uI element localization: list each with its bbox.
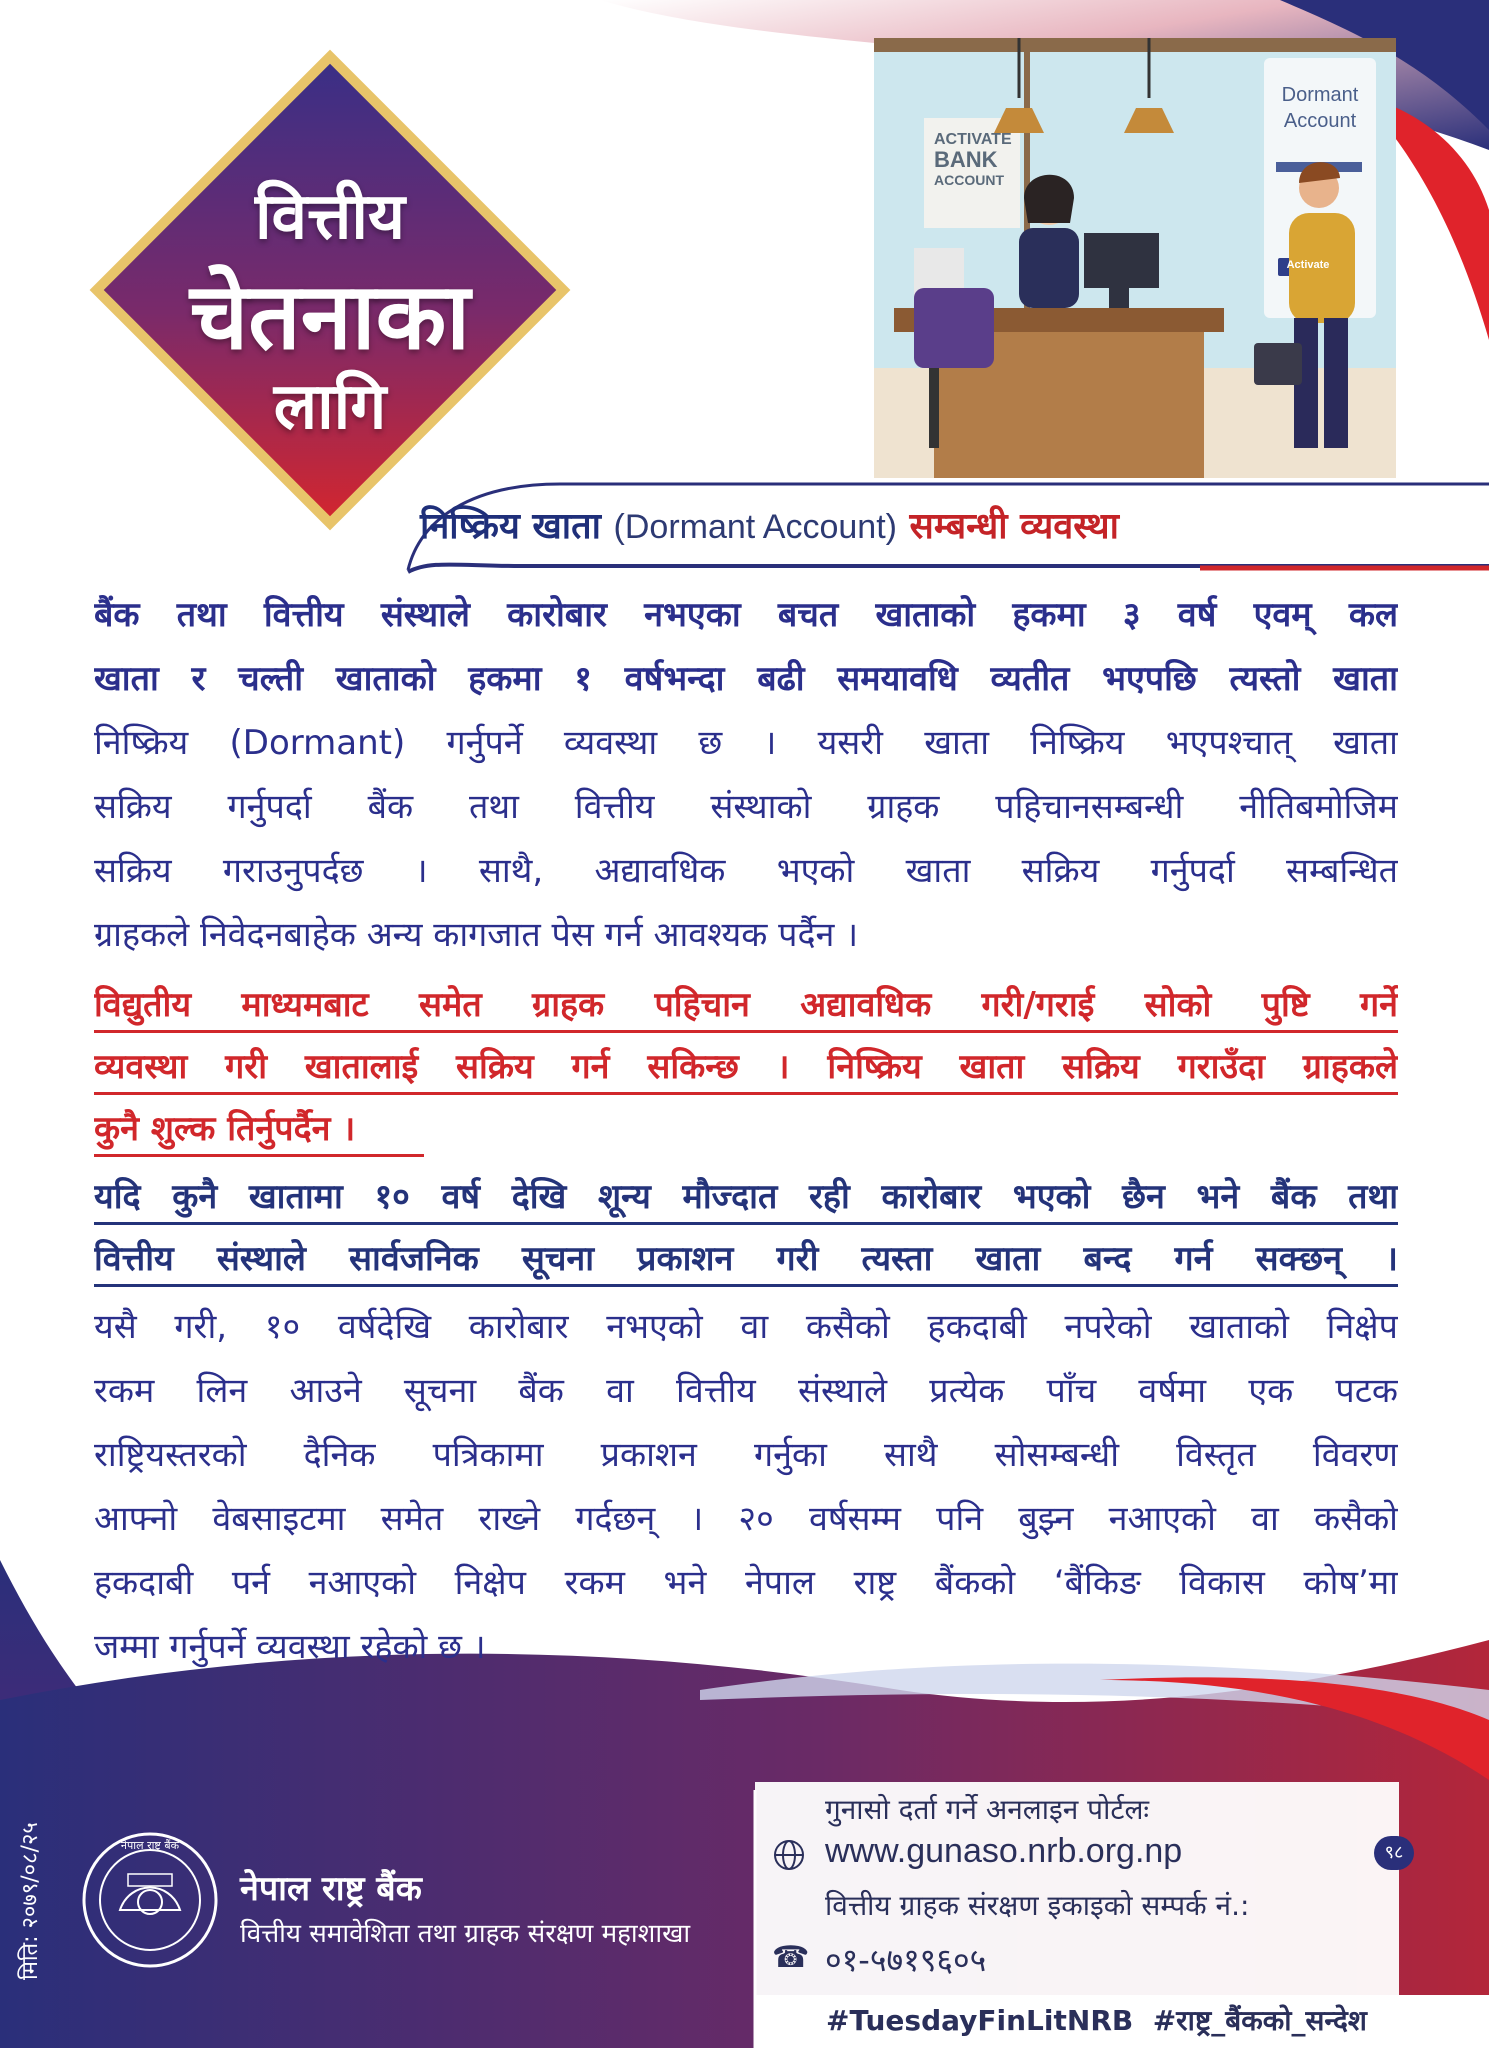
badge-line-1: वित्तीय	[254, 180, 406, 254]
underline	[94, 1092, 1398, 1095]
activate-button-graphic: Activate	[1286, 259, 1330, 271]
bank-counter-illustration	[874, 38, 1396, 478]
paragraph-line: खाता र चल्ती खाताको हकमा १ वर्षभन्दा बढी समयावधि व्यतीत भएपछि त्यस्तो खाता	[94, 659, 1398, 699]
financial-literacy-badge	[100, 60, 560, 520]
paragraph-line: रकम लिन आउने सूचना बैंक वा वित्तीय संस्थाले प्रत्येक पाँच वर्षमा एक पटक	[94, 1371, 1398, 1411]
underline	[94, 1284, 1398, 1287]
paragraph-line: निष्क्रिय (Dormant) गर्नुपर्ने व्यवस्था छ । यसरी खाता निष्क्रिय भएपश्चात् खाता	[94, 723, 1398, 763]
paragraph-line: सक्रिय गर्नुपर्दा बैंक तथा वित्तीय संस्थाको ग्राहक पहिचानसम्बन्धी नीतिबमोजिम	[94, 787, 1398, 827]
paragraph-line: ग्राहकले निवेदनबाहेक अन्य कागजात पेस गर्न आवश्यक पर्दैन ।	[94, 915, 859, 955]
underline	[94, 1030, 1398, 1033]
badge-line-2: चेतनाका	[189, 263, 471, 370]
title-part-3: सम्बन्धी व्यवस्था	[909, 506, 1119, 547]
globe-icon	[772, 1838, 806, 1872]
portal-label: गुनासो दर्ता गर्ने अनलाइन पोर्टलः	[825, 1793, 1150, 1826]
paragraph-line: यसै गरी, १० वर्षदेखि कारोबार नभएको वा कसैको हकदाबी नपरेको खाताको निक्षेप	[94, 1307, 1398, 1347]
paragraph-line: बैंक तथा वित्तीय संस्थाले कारोबार नभएका बचत खाताको हकमा ३ वर्ष एवम् कल	[94, 595, 1398, 635]
paragraph-line: हकदाबी पर्न नआएको निक्षेप रकम भने नेपाल राष्ट्र बैंकको ‘बैंकिङ विकास कोष’मा	[94, 1563, 1398, 1603]
contact-label: वित्तीय ग्राहक संरक्षण इकाइको सम्पर्क नं.:	[825, 1889, 1250, 1922]
portal-url-link[interactable]: www.gunaso.nrb.org.np	[825, 1832, 1183, 1870]
hashtags: #TuesdayFinLitNRB #राष्ट्र_बैंकको_सन्देश	[826, 2004, 1367, 2037]
seal-text: नेपाल राष्ट्र बैंक	[120, 1839, 180, 1852]
paragraph-line: विद्युतीय माध्यमबाट समेत ग्राहक पहिचान अद्यावधिक गरी/गराई सोको पुष्टि गर्ने	[94, 985, 1398, 1025]
activate-sign	[934, 130, 1024, 190]
badge-line-3: लागि	[273, 370, 387, 444]
title-part-1: निष्क्रिय खाता	[420, 506, 601, 547]
underline	[94, 1222, 1398, 1225]
paragraph-line: कुनै शुल्क तिर्नुपर्दैन ।	[94, 1109, 356, 1149]
paragraph-line: यदि कुनै खातामा १० वर्ष देखि शून्य मौज्दात रही कारोबार भएको छैन भने बैंक तथा	[94, 1177, 1398, 1217]
paragraph-line: व्यवस्था गरी खातालाई सक्रिय गर्न सकिन्छ । निष्क्रिय खाता सक्रिय गराउँदा ग्राहकले	[94, 1047, 1398, 1087]
paragraph-line: राष्ट्रियस्तरको दैनिक पत्रिकामा प्रकाशन गर्नुका साथै सोसम्बन्धी विस्तृत विवरण	[94, 1435, 1398, 1475]
dormant-sign-line: Dormant	[1281, 84, 1359, 106]
page-number-badge: ९८	[1374, 1836, 1414, 1870]
underline	[94, 1154, 424, 1157]
activate-sign-line: ACTIVATE	[934, 131, 1012, 148]
title-part-2: (Dormant Account)	[613, 508, 897, 546]
phone-icon: ☎	[772, 1940, 810, 1975]
activate-sign-line: ACCOUNT	[934, 172, 1004, 188]
page-title	[420, 500, 1480, 549]
org-division: वित्तीय समावेशिता तथा ग्राहक संरक्षण महाशाखा	[240, 1919, 691, 1949]
paragraph-line: आफ्नो वेबसाइटमा समेत राख्ने गर्दछन् । २० वर्षसम्म पनि बुझ्न नआएको वा कसैको	[94, 1499, 1398, 1539]
dormant-sign-line: Account	[1283, 110, 1357, 132]
paragraph-line: वित्तीय संस्थाले सार्वजनिक सूचना प्रकाशन गरी त्यस्ता खाता बन्द गर्न सक्छन् ।	[94, 1239, 1398, 1279]
org-name: नेपाल राष्ट्र बैंक	[240, 1869, 422, 1909]
paragraph-line: सक्रिय गराउनुपर्दछ । साथै, अद्यावधिक भएको खाता सक्रिय गर्नुपर्दा सम्बन्धित	[94, 851, 1398, 891]
activate-sign-line: BANK	[934, 147, 998, 172]
contact-number: ०१-५७१९६०५	[825, 1941, 987, 1979]
dormant-account-sign	[1264, 82, 1376, 134]
issue-date: मिति: २०७९/०८/२५	[18, 1822, 43, 1980]
paragraph-line: जम्मा गर्नुपर्ने व्यवस्था रहेको छ ।	[94, 1627, 486, 1667]
